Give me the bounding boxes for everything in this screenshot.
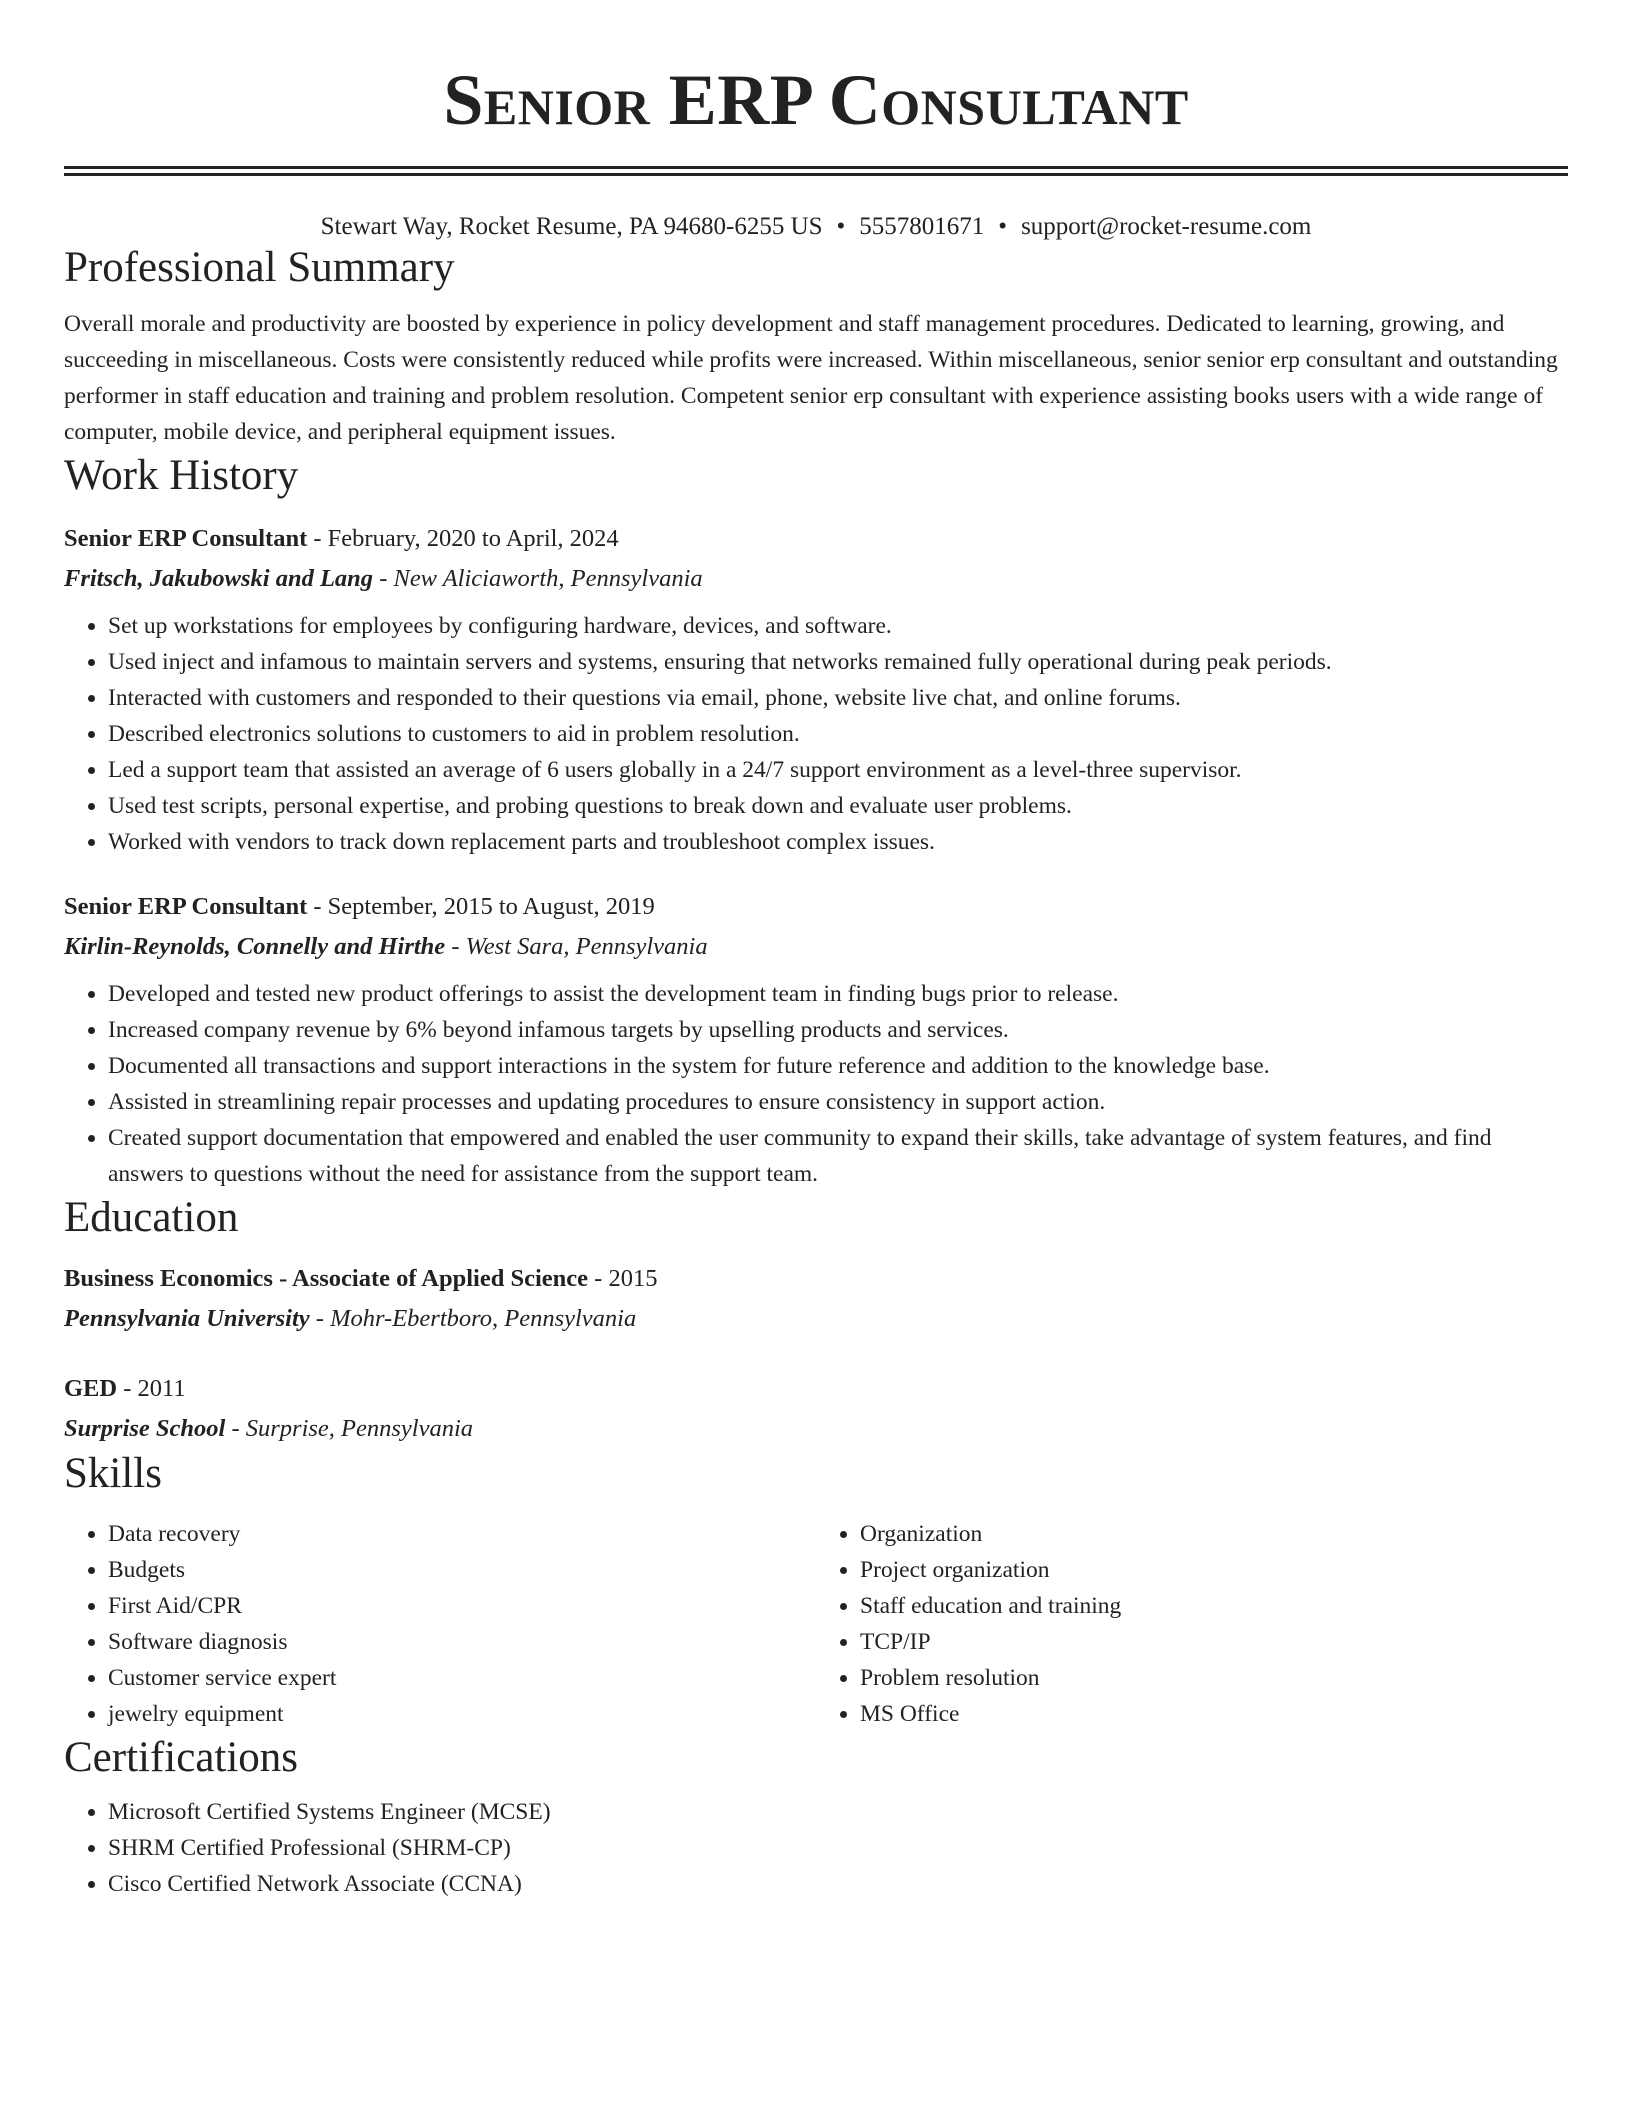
job-role: Senior ERP Consultant [64, 525, 308, 552]
education-entry [64, 1260, 1568, 1338]
skill-item: • jewelry equipment [108, 1696, 816, 1732]
skills-column-right [816, 1516, 1568, 1732]
section-title-skills: Skills [64, 1450, 162, 1497]
skill-item: • Customer service expert [108, 1660, 816, 1696]
education-degree: GED [64, 1375, 118, 1402]
job-location: - West Sara, Pennsylvania [445, 933, 708, 960]
job-bullet: • Increased company revenue by 6% beyond infamous targets by upselling products and services. [108, 1012, 1568, 1048]
job-bullet: • Led a support team that assisted an average of 6 users globally in a 24/7 support environment as a level-three supervisor. [108, 752, 1568, 788]
job-bullet: • Developed and tested new product offerings to assist the development team in finding bugs prior to release. [108, 976, 1568, 1012]
job-bullet: • Described electronics solutions to customers to aid in problem resolution. [108, 716, 1568, 752]
education-year: - 2011 [117, 1375, 186, 1402]
skill-item: • MS Office [860, 1696, 1568, 1732]
education-location: - Surprise, Pennsylvania [225, 1415, 474, 1442]
job-company: Kirlin-Reynolds, Connelly and Hirthe [64, 933, 446, 960]
certification-item: • Cisco Certified Network Associate (CCNA) [108, 1866, 1568, 1902]
job-bullet: • Worked with vendors to track down replacement parts and troubleshoot complex issues. [108, 824, 1568, 860]
job-company: Fritsch, Jakubowski and Lang [64, 565, 374, 592]
education-degree: Business Economics - Associate of Applied Science [64, 1265, 589, 1292]
job-bullet: • Documented all transactions and support interactions in the system for future reference and addition to the knowledge base. [108, 1048, 1568, 1084]
contact-phone: 5557801671 [859, 213, 985, 240]
job-bullet: • Used inject and infamous to maintain servers and systems, ensuring that networks remained fully operational during peak periods. [108, 644, 1568, 680]
certification-item: • Microsoft Certified Systems Engineer (MCSE) [108, 1794, 1568, 1830]
summary-text: Overall morale and productivity are boosted by experience in policy development and staff management procedures. Dedicated to learning, growing, and succeeding in miscellaneous. Costs were consistently reduced while profits were increased. Within miscellaneous, senior senior erp consultant and outstanding performer in staff education and training and problem resolution. Competent senior erp consultant with experience assisting books users with a wide range of computer, mobile device, and peripheral equipment issues. [64, 311, 1558, 445]
contact-email: support@rocket-resume.com [1021, 213, 1312, 240]
job-heading [64, 520, 1568, 558]
education-school-line [64, 1300, 1568, 1338]
section-title-summary: Professional Summary [64, 244, 455, 291]
job-bullet: • Assisted in streamlining repair processes and updating procedures to ensure consistency in support action. [108, 1084, 1568, 1120]
education-school: Surprise School [64, 1415, 226, 1442]
job-bullets [64, 976, 1568, 1192]
job-bullet: • Interacted with customers and responded to their questions via email, phone, website live chat, and online forums. [108, 680, 1568, 716]
resume-title: Senior ERP Consultant [443, 60, 1189, 140]
job-dates: - February, 2020 to April, 2024 [307, 525, 619, 552]
skill-item: • Problem resolution [860, 1660, 1568, 1696]
skills-grid [64, 1516, 1568, 1732]
education-school: Pennsylvania University [64, 1305, 310, 1332]
skill-item: • Staff education and training [860, 1588, 1568, 1624]
contact-address: Stewart Way, Rocket Resume, PA 94680-6255 US [320, 213, 823, 240]
job-location: - New Aliciaworth, Pennsylvania [373, 565, 703, 592]
job-heading [64, 888, 1568, 926]
contact-line [64, 212, 1568, 242]
job-bullets [64, 608, 1568, 860]
skill-item: • Project organization [860, 1552, 1568, 1588]
skills-column-left [64, 1516, 816, 1732]
certifications-list [64, 1794, 1568, 1902]
title-double-rule [64, 166, 1568, 176]
education-year: - 2015 [588, 1265, 658, 1292]
section-title-work-history: Work History [64, 452, 299, 499]
job-dates: - September, 2015 to August, 2019 [307, 893, 655, 920]
education-heading [64, 1370, 1568, 1408]
section-title-certifications: Certifications [64, 1734, 299, 1781]
skill-item: • Software diagnosis [108, 1624, 816, 1660]
job-employer [64, 560, 1568, 598]
certification-item: • SHRM Certified Professional (SHRM-CP) [108, 1830, 1568, 1866]
job-role: Senior ERP Consultant [64, 893, 308, 920]
education-location: - Mohr-Ebertboro, Pennsylvania [309, 1305, 637, 1332]
contact-separator: • [998, 213, 1008, 240]
job-bullet: • Created support documentation that empowered and enabled the user community to expand their skills, take advantage of system features, and find answers to questions without the need for assistance from the support team. [108, 1120, 1568, 1192]
skill-item: • TCP/IP [860, 1624, 1568, 1660]
education-heading [64, 1260, 1568, 1298]
job-employer [64, 928, 1568, 966]
education-school-line [64, 1410, 1568, 1448]
job-bullet: • Used test scripts, personal expertise, and probing questions to break down and evaluate user problems. [108, 788, 1568, 824]
job-entry [64, 520, 1568, 860]
job-bullet: • Set up workstations for employees by configuring hardware, devices, and software. [108, 608, 1568, 644]
contact-separator: • [836, 213, 846, 240]
education-entry [64, 1370, 1568, 1448]
skill-item: • First Aid/CPR [108, 1588, 816, 1624]
skill-item: • Budgets [108, 1552, 816, 1588]
job-entry [64, 888, 1568, 1192]
section-title-education: Education [64, 1194, 239, 1241]
skill-item: • Data recovery [108, 1516, 816, 1552]
skill-item: • Organization [860, 1516, 1568, 1552]
